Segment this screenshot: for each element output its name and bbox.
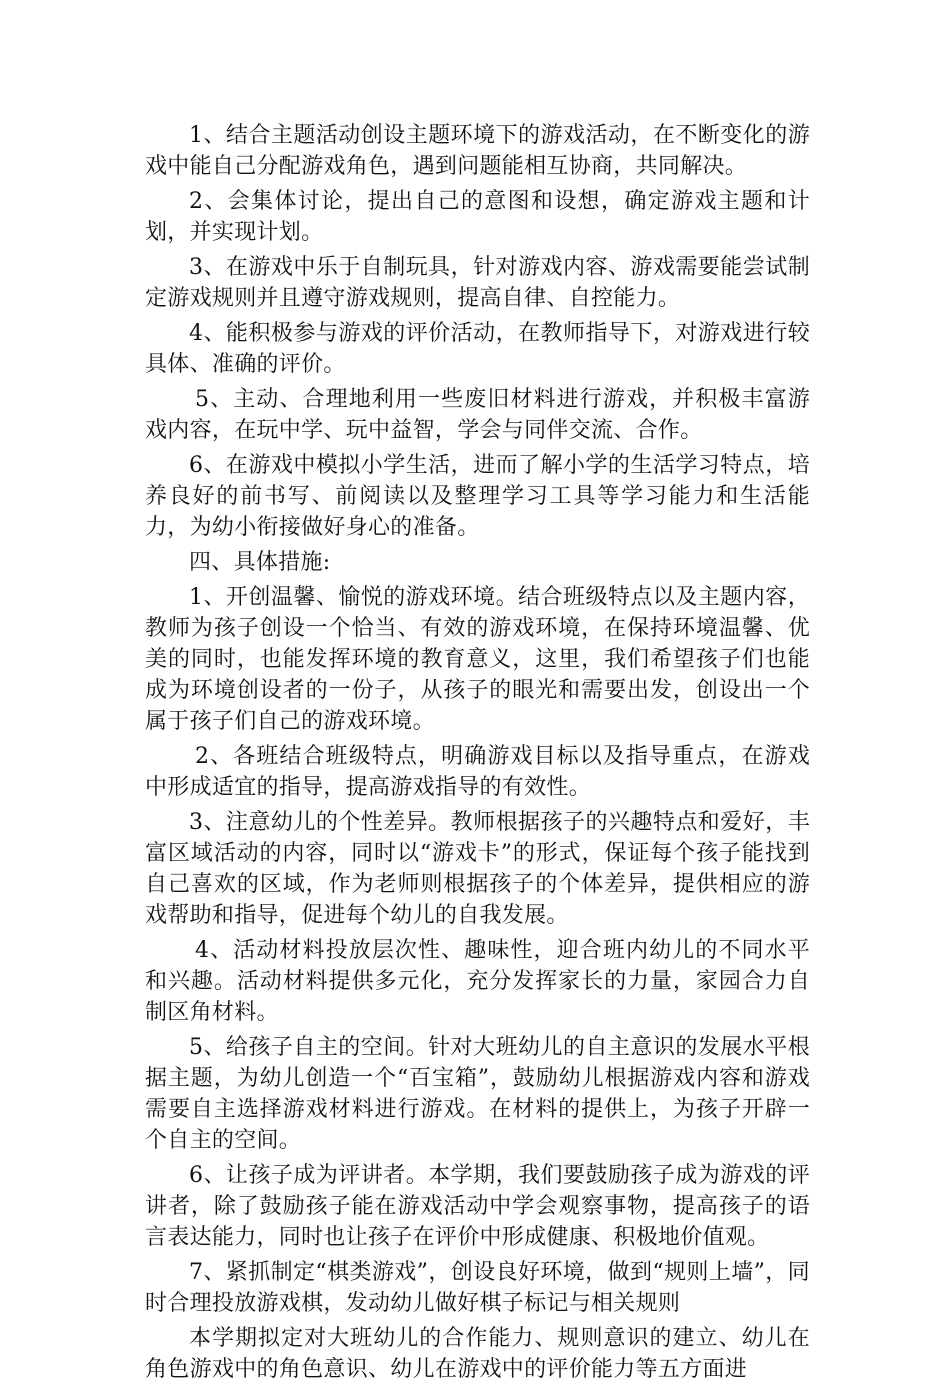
paragraph-goal-6: 6、在游戏中模拟小学生活，进而了解小学的生活学习特点，培养良好的前书写、前阅读以及整理学习工具等学习能力和生活能力，为幼小衔接做好身心的准备。 bbox=[145, 453, 810, 540]
paragraph-goal-4: 4、能积极参与游戏的评价活动，在教师指导下，对游戏进行较具体、准确的评价。 bbox=[145, 321, 810, 377]
section-heading-measures: 四、具体措施: bbox=[189, 550, 331, 575]
paragraph-goal-5: 5、主动、合理地利用一些废旧材料进行游戏，并积极丰富游戏内容，在玩中学、玩中益智，学会与同伴交流、合作。 bbox=[145, 387, 810, 443]
paragraph-measure-1: 1、开创温馨、愉悦的游戏环境。结合班级特点以及主题内容，教师为孩子创设一个恰当、有效的游戏环境，在保持环境温馨、优美的同时，也能发挥环境的教育意义，这里，我们希望孩子们也能成为环境创设者的一份子，从孩子的眼光和需要出发，创设出一个属于孩子们自己的游戏环境。 bbox=[145, 585, 810, 734]
document-body bbox=[145, 120, 810, 1385]
paragraph-goal-3: 3、在游戏中乐于自制玩具，针对游戏内容、游戏需要能尝试制定游戏规则并且遵守游戏规则，提高自律、自控能力。 bbox=[145, 255, 810, 311]
paragraph-measure-3: 3、注意幼儿的个性差异。教师根据孩子的兴趣特点和爱好，丰富区域活动的内容，同时以“游戏卡”的形式，保证每个孩子能找到自己喜欢的区域，作为老师则根据孩子的个体差异，提供相应的游戏帮助和指导，促进每个幼儿的自我发展。 bbox=[145, 810, 810, 928]
paragraph-goal-1: 1、结合主题活动创设主题环境下的游戏活动，在不断变化的游戏中能自己分配游戏角色，遇到问题能相互协商，共同解决。 bbox=[145, 123, 810, 179]
paragraph-measure-4: 4、活动材料投放层次性、趣味性，迎合班内幼儿的不同水平和兴趣。活动材料提供多元化，充分发挥家长的力量，家园合力自制区角材料。 bbox=[145, 938, 810, 1025]
paragraph-goal-2: 2、会集体讨论，提出自己的意图和设想，确定游戏主题和计划，并实现计划。 bbox=[145, 189, 810, 245]
paragraph-measure-6: 6、让孩子成为评讲者。本学期，我们要鼓励孩子成为游戏的评讲者，除了鼓励孩子能在游戏活动中学会观察事物，提高孩子的语言表达能力，同时也让孩子在评价中形成健康、积极地价值观。 bbox=[145, 1163, 810, 1250]
paragraph-semester-plan: 本学期拟定对大班幼儿的合作能力、规则意识的建立、幼儿在角色游戏中的角色意识、幼儿在游戏中的评价能力等五方面进 bbox=[145, 1326, 810, 1382]
paragraph-measure-2: 2、各班结合班级特点，明确游戏目标以及指导重点，在游戏中形成适宜的指导，提高游戏指导的有效性。 bbox=[145, 744, 810, 800]
paragraph-measure-5: 5、给孩子自主的空间。针对大班幼儿的自主意识的发展水平根据主题，为幼儿创造一个“百宝箱”，鼓励幼儿根据游戏内容和游戏需要自主选择游戏材料进行游戏。在材料的提供上，为孩子开辟一个自主的空间。 bbox=[145, 1035, 810, 1153]
paragraph-measure-7: 7、紧抓制定“棋类游戏”，创设良好环境，做到“规则上墙”，同时合理投放游戏棋，发动幼儿做好棋子标记与相关规则 bbox=[145, 1260, 810, 1316]
